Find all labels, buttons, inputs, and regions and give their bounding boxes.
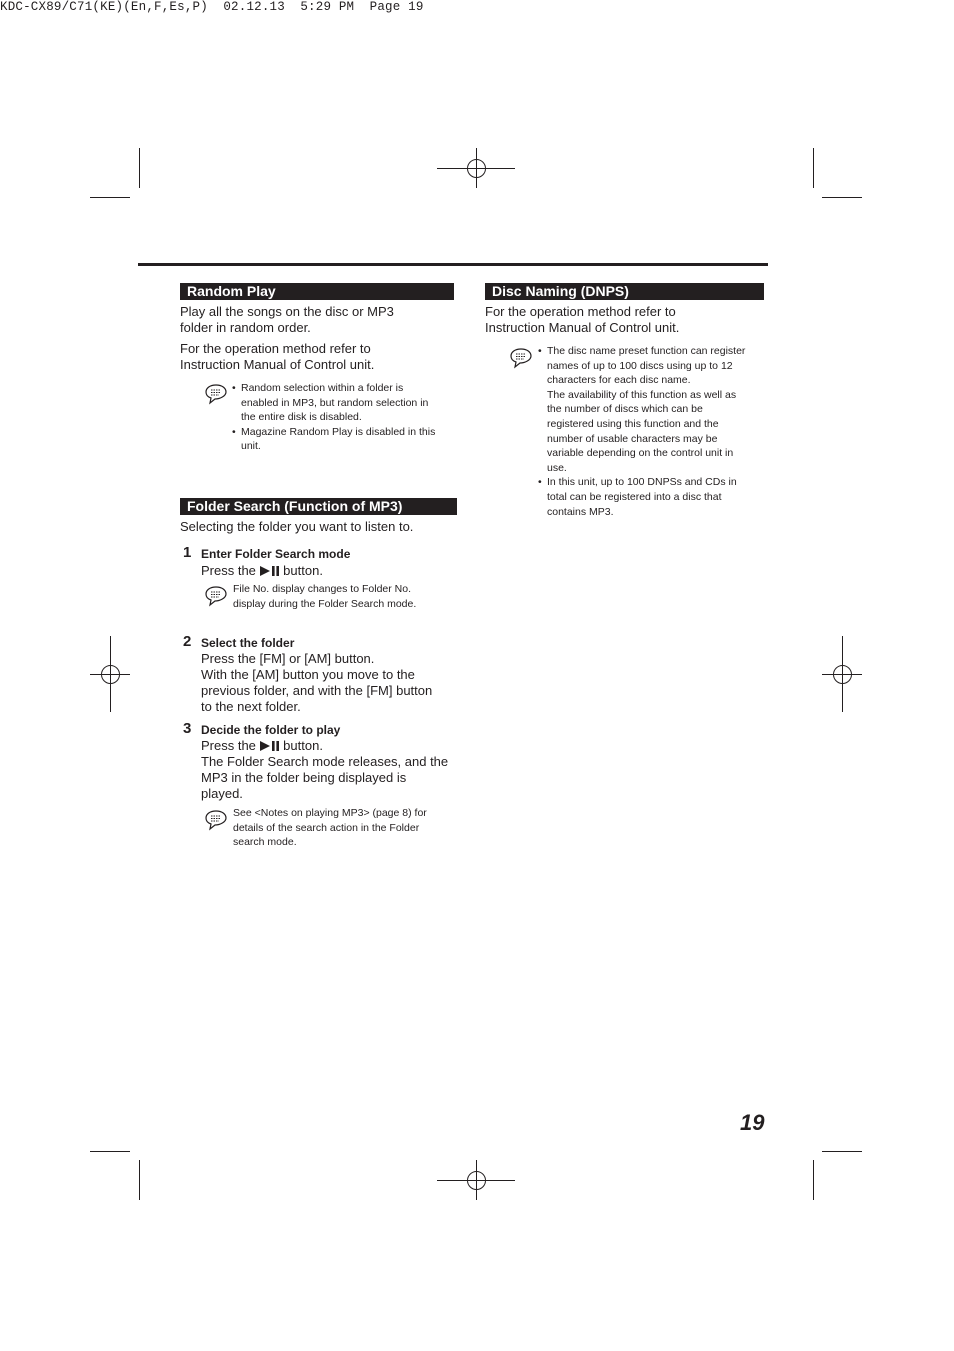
- step-2-body: [201, 651, 446, 715]
- note-text: The availability of this function as well as the number of discs which can be registered using this function and the number of usable characters may be variable depending on the control unit in use.: [547, 388, 737, 474]
- list-item: • Magazine Random Play is disabled in this unit.: [232, 425, 436, 453]
- step-2-text: Press the [FM] or [AM] button.: [201, 651, 375, 666]
- note-memo-icon: [204, 585, 228, 607]
- disc-naming-heading: Disc Naming (DNPS): [485, 283, 764, 300]
- step-3-note: See <Notes on playing MP3> (page 8) for details of the search action in the Folder search mode.: [233, 807, 427, 849]
- note-memo-icon: [204, 383, 228, 405]
- step-1-press: Press the button.: [201, 563, 323, 578]
- disc-naming-notes: [538, 344, 752, 519]
- crop-mark-bottom-right-h: [822, 1151, 862, 1152]
- random-play-intro: [180, 304, 420, 373]
- random-play-heading: Random Play: [180, 283, 454, 300]
- step-number: 3: [183, 720, 192, 737]
- step-title: Select the folder: [201, 636, 295, 650]
- print-header: KDC-CX89/C71(KE)(En,F,Es,P) 02.12.13 5:29 PM Page 19: [0, 0, 424, 14]
- step-3-press: Press the button.: [201, 738, 323, 753]
- step-3-detail: The Folder Search mode releases, and the MP3 in the folder being displayed is played.: [201, 754, 449, 801]
- top-rule: [138, 263, 768, 266]
- list-item: • In this unit, up to 100 DNPSs and CDs in total can be registered into a disc that contains MP3.: [538, 476, 737, 518]
- step-2-detail: With the [AM] button you move to the previous folder, and with the [FM] button to the next folder.: [201, 667, 433, 714]
- folder-search-intro: Selecting the folder you want to listen to.: [180, 519, 414, 534]
- note-text: Magazine Random Play is disabled in this unit.: [241, 425, 436, 453]
- step-3-body: [201, 738, 451, 802]
- note-text: The disc name preset function can register names of up to 100 discs using up to 12 characters for each disc name.: [547, 345, 746, 387]
- crop-mark-top-right-h: [822, 197, 862, 198]
- random-play-notes: [232, 381, 436, 454]
- page-number: 19: [740, 1110, 765, 1135]
- play-pause-icon: [260, 741, 280, 751]
- step-1-note: File No. display changes to Folder No. display during the Folder Search mode.: [233, 583, 417, 610]
- step-number: 2: [183, 633, 192, 650]
- list-item: • The disc name preset function can register names of up to 100 discs using up to 12 characters for each disc name. The availability of this function as well as the number of discs which can be registered using this function and the number of usable characters may be variable depending on the control unit in use.: [538, 344, 752, 475]
- note-text: Random selection within a folder is enabled in MP3, but random selection in the entire disk is disabled.: [241, 382, 429, 424]
- crop-mark-bottom-left-h: [90, 1151, 130, 1152]
- note-text: In this unit, up to 100 DNPSs and CDs in total can be registered into a disc that contains MP3.: [547, 476, 737, 518]
- note-memo-icon: [509, 347, 533, 369]
- random-play-intro-2: For the operation method refer to Instruction Manual of Control unit.: [180, 341, 375, 372]
- play-pause-icon: [260, 566, 280, 576]
- random-play-intro-1: Play all the songs on the disc or MP3 folder in random order.: [180, 304, 394, 335]
- list-item: • Random selection within a folder is enabled in MP3, but random selection in the entire disk is disabled.: [232, 382, 429, 424]
- crop-mark-top-left-v: [139, 148, 140, 188]
- step-title: Enter Folder Search mode: [201, 547, 351, 561]
- crop-mark-bottom-right-v: [813, 1160, 814, 1200]
- crop-mark-top-left-h: [90, 197, 130, 198]
- folder-search-heading: Folder Search (Function of MP3): [180, 498, 457, 515]
- crop-mark-bottom-left-v: [139, 1160, 140, 1200]
- crop-mark-top-right-v: [813, 148, 814, 188]
- step-title: Decide the folder to play: [201, 723, 341, 737]
- note-memo-icon: [204, 809, 228, 831]
- step-number: 1: [183, 544, 192, 561]
- disc-naming-intro: For the operation method refer to Instruction Manual of Control unit.: [485, 304, 680, 335]
